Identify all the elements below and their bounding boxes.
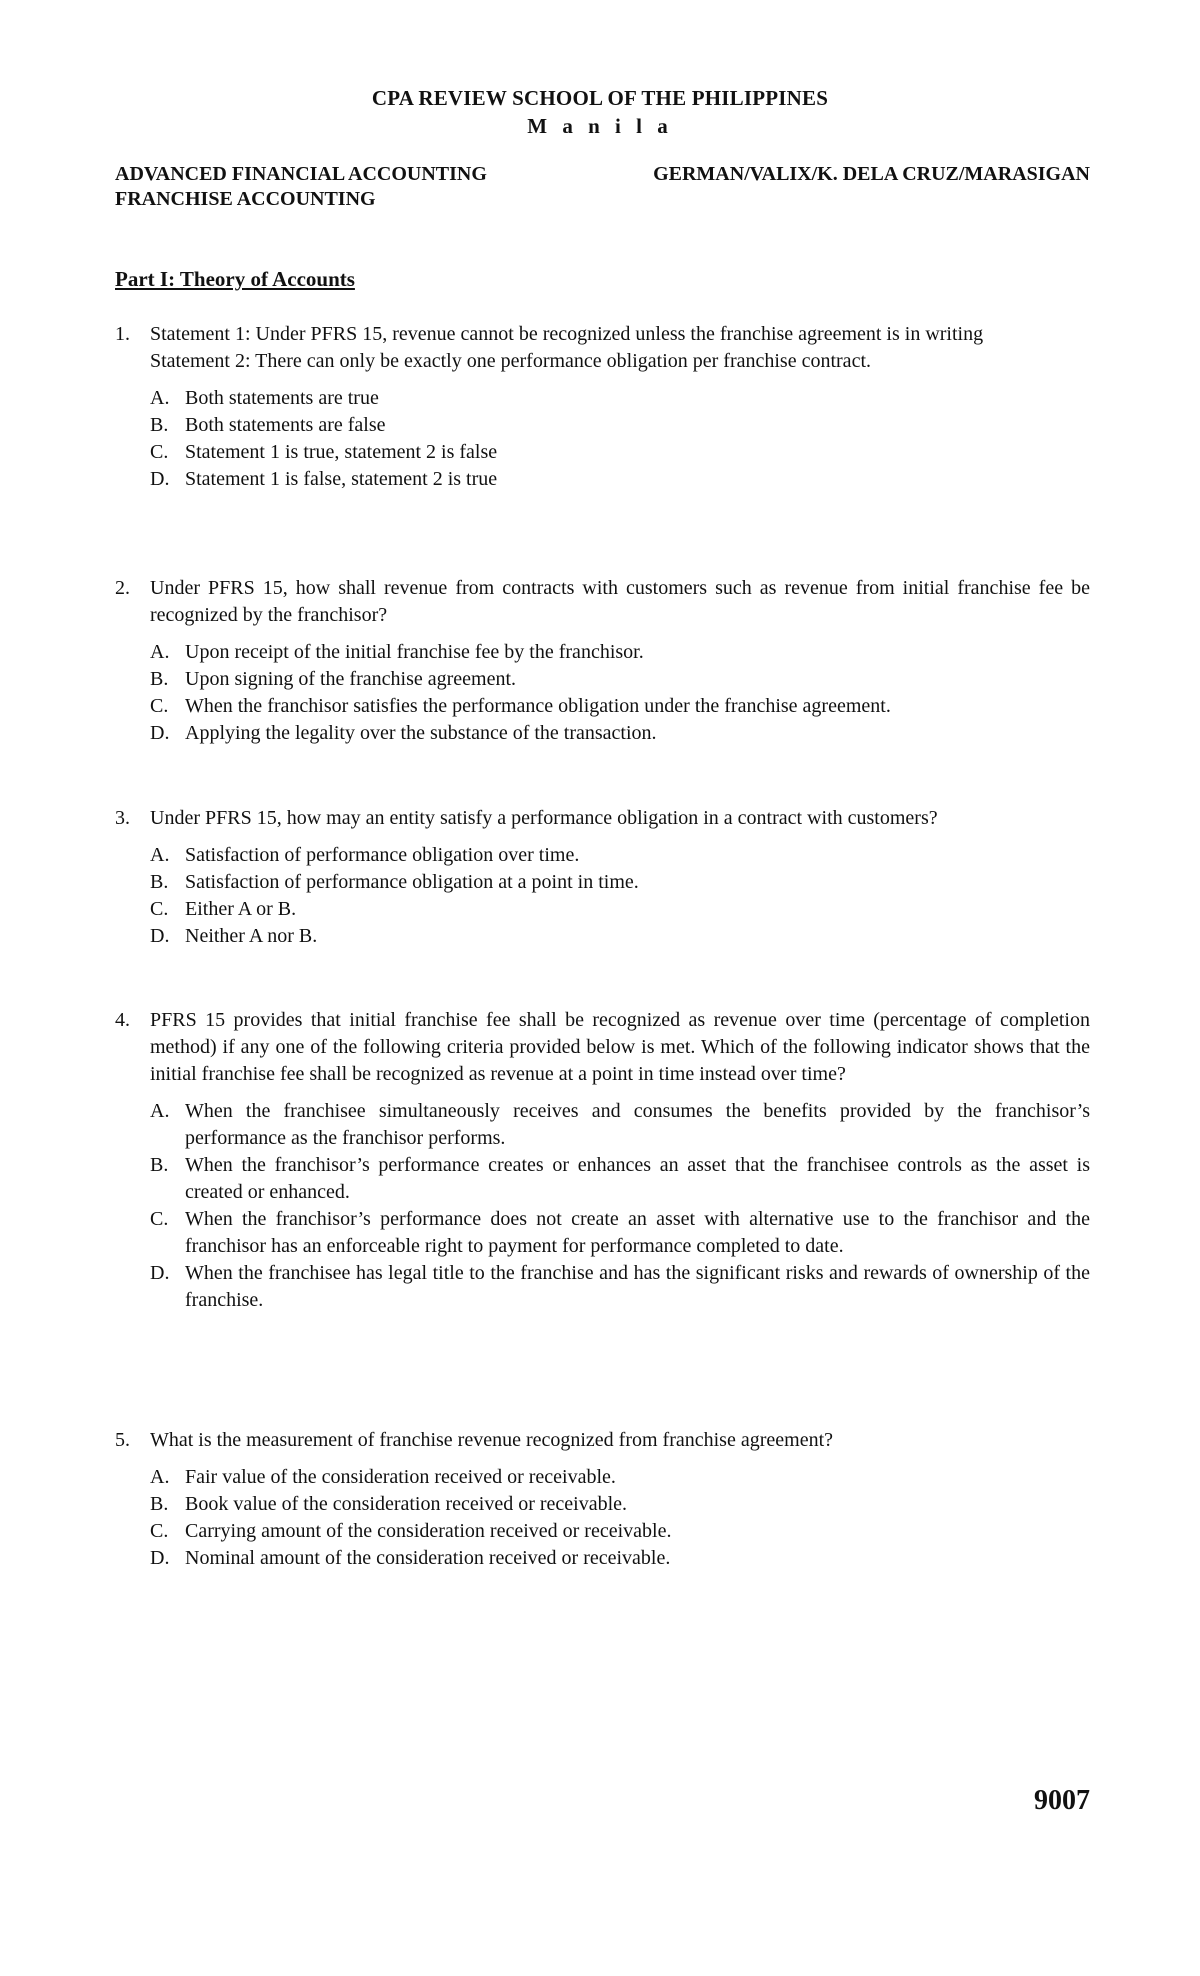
question-line: What is the measurement of franchise revenue recognized from franchise agreement? [150,1429,833,1451]
question-number: 5. [115,1429,130,1451]
option-list [115,385,1090,493]
option-letter: D. [150,722,170,744]
option-letter: B. [150,871,169,893]
option-text: When the franchisor’s performance creates or enhances an asset that the franchisee controls as the asset is created or enhanced. [185,1154,1090,1203]
subject-heading: ADVANCED FINANCIAL ACCOUNTING [115,163,487,185]
option-d [150,466,1090,493]
question-number: 3. [115,807,130,829]
option-text: Statement 1 is false, statement 2 is true [185,468,498,490]
option-list [115,1464,1090,1572]
option-b [150,1152,1090,1206]
option-letter: D. [150,1547,170,1569]
option-letter: D. [150,468,170,490]
option-text: Either A or B. [185,898,297,920]
option-list [115,639,1090,747]
school-city: M a n i l a [527,114,673,138]
option-list [115,1098,1090,1314]
option-c [150,1518,1090,1545]
option-letter: D. [150,1262,170,1284]
option-d [150,923,1090,950]
option-text: Satisfaction of performance obligation at a point in time. [185,871,639,893]
question-5 [115,1427,1090,1572]
option-letter: B. [150,1493,169,1515]
option-d [150,1260,1090,1314]
option-c [150,896,1090,923]
question-text [150,575,1090,629]
question-line: PFRS 15 provides that initial franchise fee shall be recognized as revenue over time (percentage of completion method) if any one of the following criteria provided below is met. Which of the following indicator shows that the initial franchise fee shall be recognized as revenue at a point in time instead over time? [150,1009,1090,1085]
question-text [150,321,1090,375]
option-list [115,842,1090,950]
option-text: Upon receipt of the initial franchise fee by the franchisor. [185,641,644,663]
option-letter: A. [150,1100,170,1122]
option-text: When the franchisor’s performance does not create an asset with alternative use to the franchisor and the franchisor has an enforceable right to payment for performance completed to date. [185,1208,1090,1257]
option-c [150,1206,1090,1260]
question-4 [115,1007,1090,1314]
option-b [150,666,1090,693]
part-title: Part I: Theory of Accounts [115,267,355,291]
option-letter: B. [150,1154,169,1176]
option-b [150,1491,1090,1518]
option-text: Fair value of the consideration received or receivable. [185,1466,616,1488]
option-text: Neither A nor B. [185,925,318,947]
question-2 [115,575,1090,747]
question-number: 4. [115,1009,130,1031]
option-text: When the franchisee simultaneously receives and consumes the benefits provided by the franchisor’s performance as the franchisor performs. [185,1100,1090,1149]
option-d [150,720,1090,747]
option-c [150,439,1090,466]
option-text: Applying the legality over the substance of the transaction. [185,722,657,744]
option-c [150,693,1090,720]
option-letter: B. [150,668,169,690]
question-1 [115,321,1090,493]
option-letter: A. [150,1466,170,1488]
option-text: Carrying amount of the consideration received or receivable. [185,1520,672,1542]
option-letter: D. [150,925,170,947]
option-a [150,842,1090,869]
question-number: 2. [115,577,130,599]
option-a [150,1098,1090,1152]
question-line: Statement 2: There can only be exactly one performance obligation per franchise contract. [150,350,871,372]
option-text: Upon signing of the franchise agreement. [185,668,517,690]
option-a [150,385,1090,412]
authors-heading: GERMAN/VALIX/K. DELA CRUZ/MARASIGAN [653,163,1090,185]
option-a [150,1464,1090,1491]
option-text: When the franchisor satisfies the performance obligation under the franchise agreement. [185,695,891,717]
option-letter: C. [150,695,169,717]
option-text: Nominal amount of the consideration received or receivable. [185,1547,671,1569]
option-text: Both statements are true [185,387,379,409]
question-line: Statement 1: Under PFRS 15, revenue cannot be recognized unless the franchise agreement is in writing [150,323,984,345]
school-title: CPA REVIEW SCHOOL OF THE PHILIPPINES [371,86,829,110]
option-text: Book value of the consideration received or receivable. [185,1493,628,1515]
option-letter: A. [150,844,170,866]
question-text [150,1007,1090,1088]
option-a [150,639,1090,666]
option-letter: C. [150,441,169,463]
question-line: Under PFRS 15, how may an entity satisfy a performance obligation in a contract with customers? [150,807,938,829]
page-number: 9007 [1034,1785,1090,1816]
option-d [150,1545,1090,1572]
question-3 [115,805,1090,950]
option-letter: C. [150,1208,169,1230]
question-text [150,805,1090,832]
option-text: When the franchisee has legal title to the franchise and has the significant risks and rewards of ownership of the franchise. [185,1262,1090,1311]
option-text: Statement 1 is true, statement 2 is false [185,441,498,463]
option-letter: B. [150,414,169,436]
option-b [150,869,1090,896]
question-number: 1. [115,323,130,345]
question-line: Under PFRS 15, how shall revenue from contracts with customers such as revenue from initial franchise fee be recognized by the franchisor? [150,577,1090,626]
option-letter: A. [150,387,170,409]
option-text: Both statements are false [185,414,386,436]
option-letter: A. [150,641,170,663]
option-b [150,412,1090,439]
option-text: Satisfaction of performance obligation over time. [185,844,580,866]
topic-heading: FRANCHISE ACCOUNTING [115,188,376,210]
question-text [150,1427,1090,1454]
option-letter: C. [150,1520,169,1542]
option-letter: C. [150,898,169,920]
